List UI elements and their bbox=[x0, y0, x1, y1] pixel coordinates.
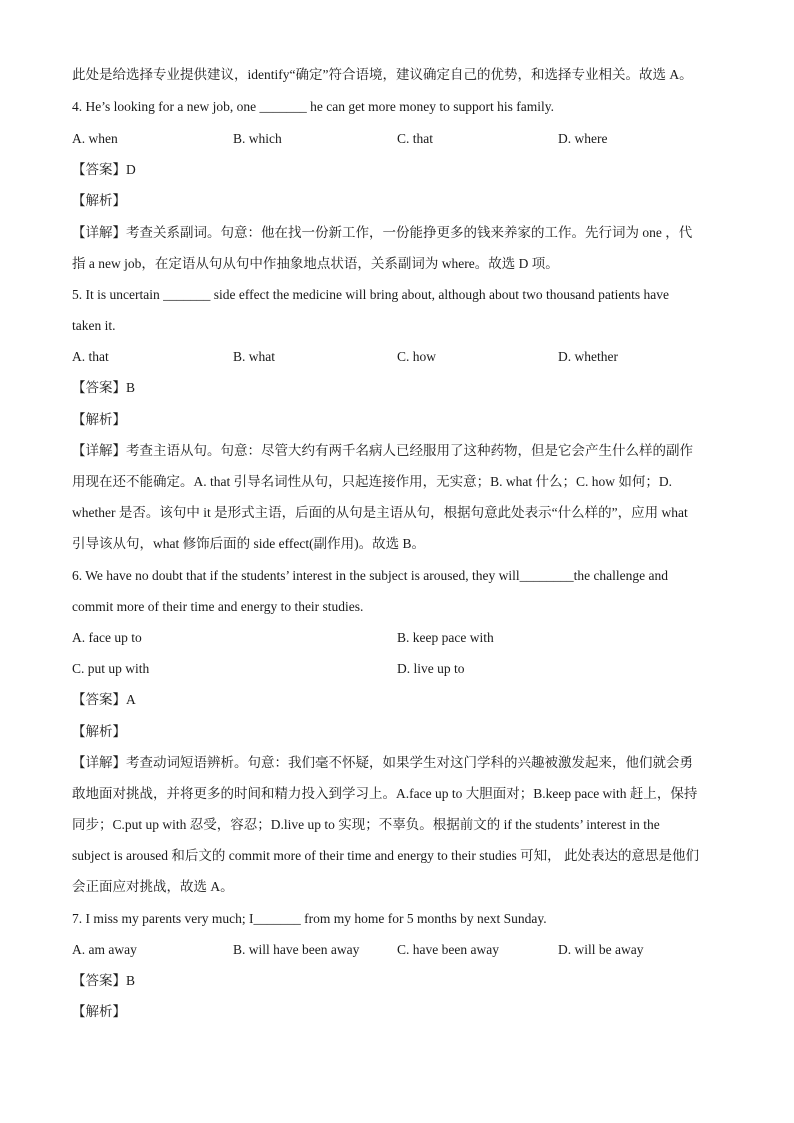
q6-detail-line: 敢地面对挑战，并将更多的时间和精力投入到学习上。A.face up to 大胆面对；B.keep pace with 赶上，保持 bbox=[72, 786, 698, 801]
answer-value: B bbox=[126, 973, 136, 988]
question-6-stem: 6. We have no doubt that if the students’ interest in the subject is aroused, they will________the challenge and bbox=[72, 568, 669, 583]
q7-option-a: A. am away bbox=[72, 942, 137, 957]
q5-detail-line: whether 是否。该句中 it 是形式主语，后面的从句是主语从句，根据句意此处表示“什么样的”，应用 what bbox=[72, 505, 688, 520]
q4-answer bbox=[72, 160, 136, 180]
q7-option-b: B. will have been away bbox=[233, 942, 360, 957]
q4-option-d: D. where bbox=[558, 131, 608, 146]
q4-detail-line: 【详解】考查关系副词。句意：他在找一份新工作，一份能挣更多的钱来养家的工作。先行词为 one ，代 bbox=[72, 225, 693, 240]
q4-option-b: B. which bbox=[233, 131, 282, 146]
question-7-stem: 7. I miss my parents very much; I_______ from my home for 5 months by next Sunday. bbox=[72, 911, 547, 926]
answer-tag: 【答案】 bbox=[72, 692, 126, 708]
q7-option-c: C. have been away bbox=[397, 942, 499, 957]
q6-analysis-tag: 【解析】 bbox=[72, 724, 126, 740]
q6-detail-line: 同步；C.put up with 忍受，容忍；D.live up to 实现；不辜负。根据前文的 if the students’ interest in the bbox=[72, 817, 660, 832]
q7-option-d: D. will be away bbox=[558, 942, 644, 957]
q5-option-d: D. whether bbox=[558, 349, 618, 364]
q7-answer bbox=[72, 971, 135, 991]
q5-option-b: B. what bbox=[233, 349, 275, 364]
q5-answer bbox=[72, 378, 135, 398]
q4-option-a: A. when bbox=[72, 131, 118, 146]
q5-detail-line: 【详解】考查主语从句。句意：尽管大约有两千名病人已经服用了这种药物，但是它会产生什么样的副作 bbox=[72, 443, 693, 458]
q6-detail-line: subject is aroused 和后文的 commit more of their time and energy to their studies 可知， 此处表达的意思是他们 bbox=[72, 848, 700, 863]
q4-analysis-tag: 【解析】 bbox=[72, 193, 126, 209]
answer-tag: 【答案】 bbox=[72, 973, 126, 989]
q4-option-c: C. that bbox=[397, 131, 433, 146]
q5-option-c: C. how bbox=[397, 349, 437, 364]
q4-detail-line: 指 a new job，在定语从句从句中作抽象地点状语，关系副词为 where。故选 D 项。 bbox=[72, 256, 559, 271]
q6-option-b: B. keep pace with bbox=[397, 630, 494, 645]
q6-answer bbox=[72, 690, 136, 710]
q5-detail-line: 引导该从句，what 修饰后面的 side effect(副作用)。故选 B。 bbox=[72, 536, 425, 551]
q5-option-a: A. that bbox=[72, 349, 109, 364]
q6-option-d: D. live up to bbox=[397, 661, 465, 676]
q5-detail-line: 用现在还不能确定。A. that 引导名词性从句，只起连接作用，无实意；B. what 什么；C. how 如何；D. bbox=[72, 474, 672, 489]
q6-option-c: C. put up with bbox=[72, 661, 150, 676]
question-6-stem-cont: commit more of their time and energy to their studies. bbox=[72, 599, 364, 614]
q6-option-a: A. face up to bbox=[72, 630, 142, 645]
q7-analysis-tag: 【解析】 bbox=[72, 1004, 126, 1020]
answer-value: A bbox=[126, 692, 136, 707]
answer-value: B bbox=[126, 380, 136, 395]
q6-detail-line: 【详解】考查动词短语辨析。句意：我们毫不怀疑，如果学生对这门学科的兴趣被激发起来，他们就会勇 bbox=[72, 755, 693, 770]
q5-analysis-tag: 【解析】 bbox=[72, 412, 126, 428]
answer-value: D bbox=[126, 162, 136, 177]
answer-tag: 【答案】 bbox=[72, 162, 126, 178]
question-5-stem: 5. It is uncertain _______ side effect the medicine will bring about, although about two thousand patients have bbox=[72, 287, 669, 302]
question-5-stem-cont: taken it. bbox=[72, 318, 116, 333]
answer-tag: 【答案】 bbox=[72, 380, 126, 396]
q6-detail-line: 会正面应对挑战，故选 A。 bbox=[72, 879, 234, 894]
explanation-line: 此处是给选择专业提供建议，identify“确定”符合语境，建议确定自己的优势，和选择专业相关。故选 A。 bbox=[72, 67, 693, 82]
question-4-stem: 4. He’s looking for a new job, one _______ he can get more money to support his family. bbox=[72, 99, 555, 114]
